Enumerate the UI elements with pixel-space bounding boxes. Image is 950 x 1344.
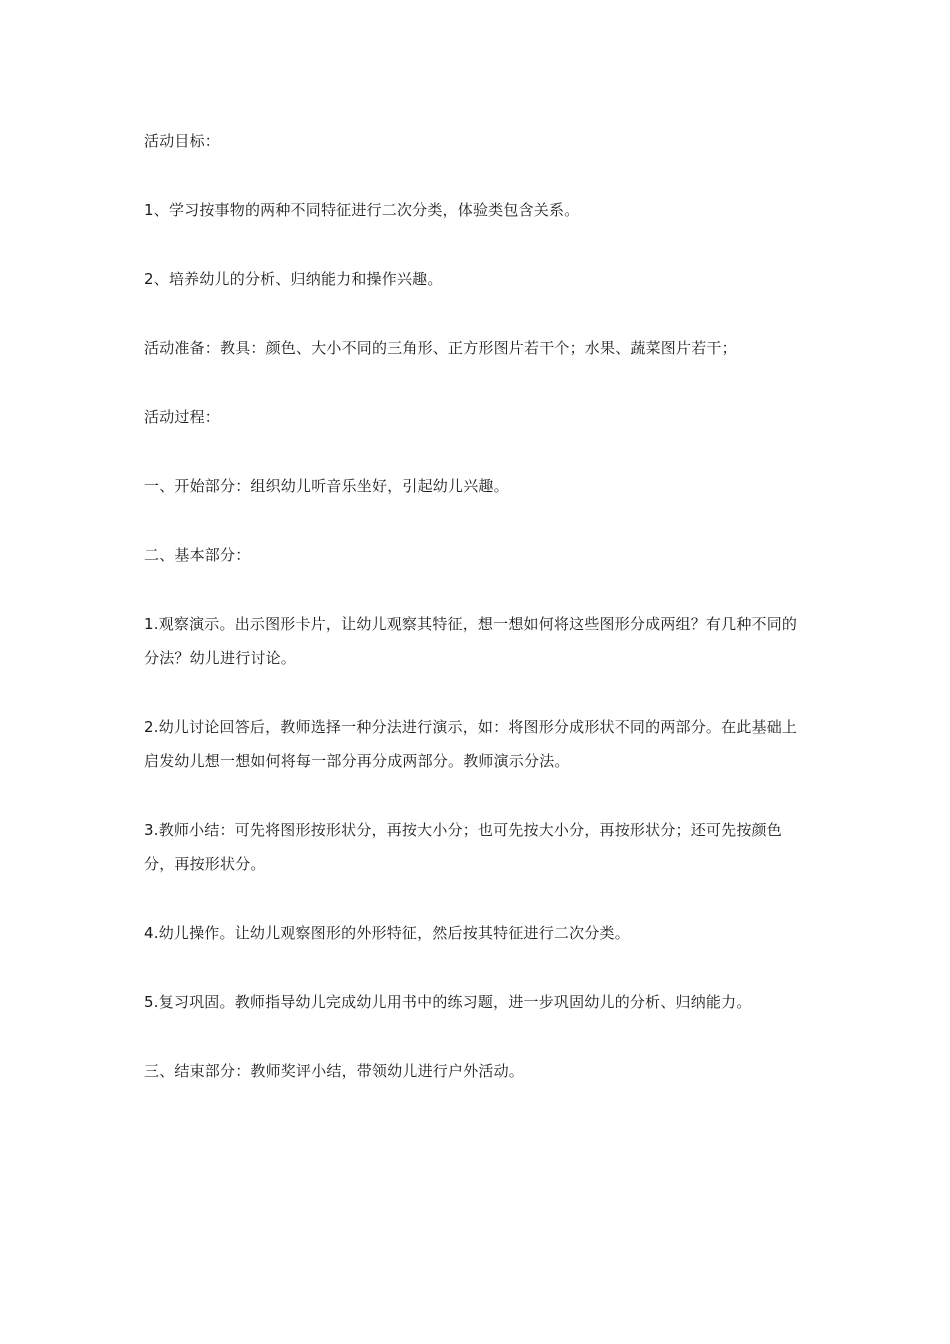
process-step-5: 5.复习巩固。教师指导幼儿完成幼儿用书中的练习题，进一步巩固幼儿的分析、归纳能力。 bbox=[144, 993, 752, 1011]
process-part-3: 三、结束部分：教师奖评小结，带领幼儿进行户外活动。 bbox=[144, 1062, 525, 1080]
preparation-paragraph: 活动准备：教具：颜色、大小不同的三角形、正方形图片若干个；水果、蔬菜图片若干； bbox=[144, 339, 737, 357]
goal-item-2: 2、培养幼儿的分析、归纳能力和操作兴趣。 bbox=[144, 270, 443, 288]
process-step-1: 1.观察演示。出示图形卡片，让幼儿观察其特征，想一想如何将这些图形分成两组？有几种不同的分法？幼儿进行讨论。 bbox=[144, 615, 798, 667]
process-part-1: 一、开始部分：组织幼儿听音乐坐好，引起幼儿兴趣。 bbox=[144, 477, 509, 495]
process-part-2-heading: 二、基本部分： bbox=[144, 546, 251, 564]
goal-item-1: 1、学习按事物的两种不同特征进行二次分类，体验类包含关系。 bbox=[144, 201, 580, 219]
section-heading-process: 活动过程： bbox=[144, 408, 221, 426]
section-heading-goals: 活动目标： bbox=[144, 132, 221, 150]
process-step-3: 3.教师小结：可先将图形按形状分，再按大小分；也可先按大小分，再按形状分；还可先按颜色分，再按形状分。 bbox=[144, 821, 782, 873]
process-step-2: 2.幼儿讨论回答后，教师选择一种分法进行演示，如：将图形分成形状不同的两部分。在此基础上启发幼儿想一想如何将每一部分再分成两部分。教师演示分法。 bbox=[144, 718, 798, 770]
process-step-4: 4.幼儿操作。让幼儿观察图形的外形特征，然后按其特征进行二次分类。 bbox=[144, 924, 630, 942]
document-body bbox=[144, 124, 812, 1123]
